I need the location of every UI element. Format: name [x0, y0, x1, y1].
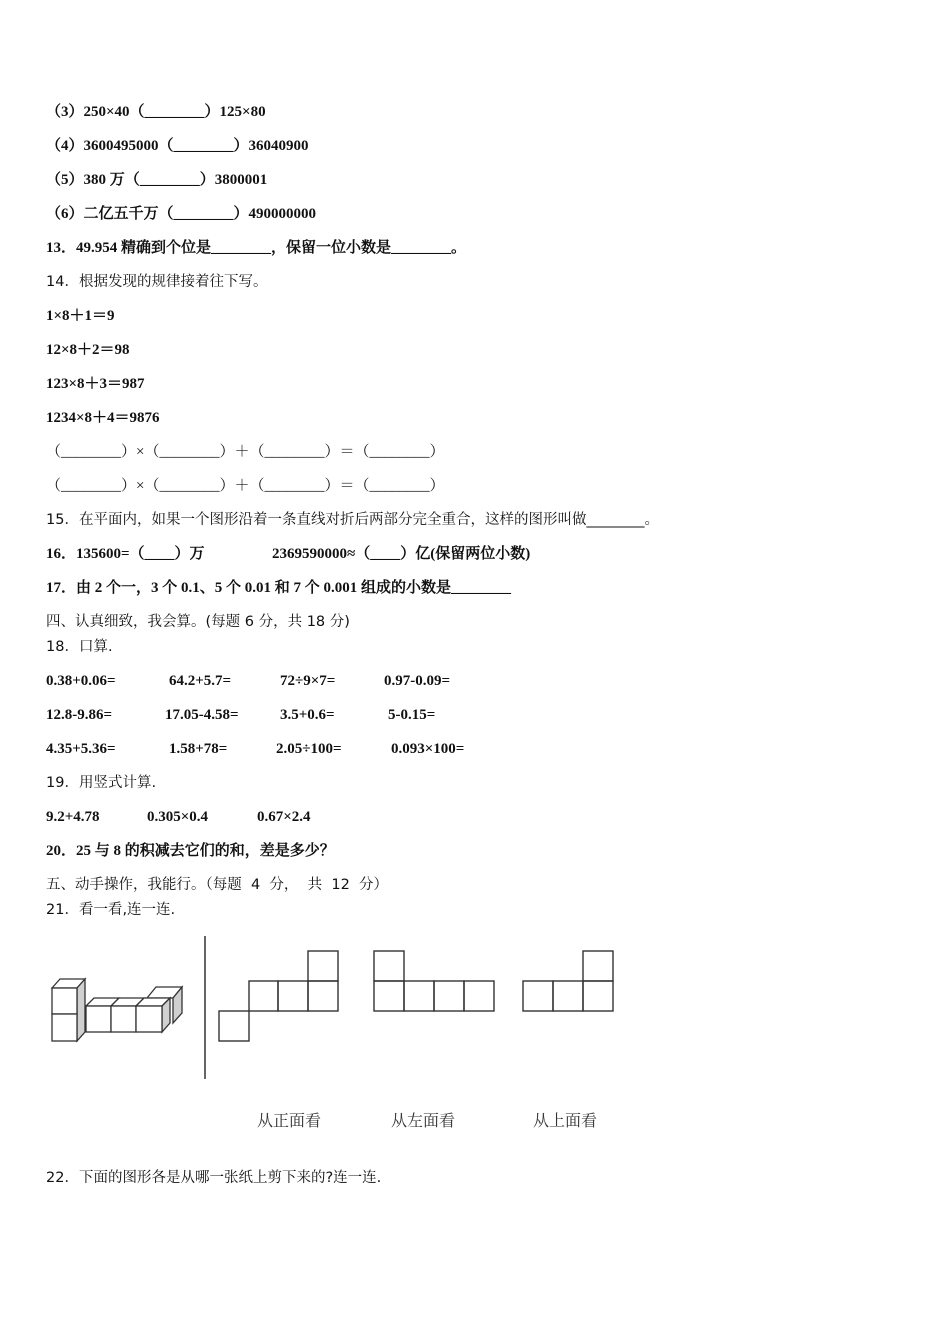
q18-item: 2.05÷100= [276, 741, 342, 757]
q18-item: 64.2+5.7= [169, 673, 232, 689]
q18-item: 0.97-0.09= [384, 673, 451, 689]
q18-item: 0.093×100= [391, 741, 465, 757]
q19-item: 9.2+4.78 [46, 809, 100, 825]
q15-text: 15．在平面内，如果一个图形沿着一条直线对折后两部分完全重合，这样的图形叫做________。 [46, 512, 659, 528]
cube-solid-3d [52, 979, 182, 1041]
q14-prompt: 14．根据发现的规律接着往下写。 [46, 274, 268, 290]
q17-text: 17．由 2 个一，3 个 0.1、5 个 0.01 和 7 个 0.001 组成的小数是________ [46, 580, 512, 596]
q12-item-4: （4）3600495000（________）36040900 [46, 138, 309, 154]
view-label-left[interactable]: 从左面看 [391, 1111, 456, 1130]
q14-blank-row-2[interactable]: （________）×（________）＋（________）＝（________） [46, 478, 445, 494]
q14-example-4: 1234×8＋4＝9876 [46, 410, 160, 426]
q18-item: 3.5+0.6= [280, 707, 335, 723]
q19-item: 0.67×2.4 [257, 809, 311, 825]
q19-prompt: 19．用竖式计算. [46, 775, 157, 791]
q12-item-6: （6）二亿五千万（________）490000000 [46, 206, 317, 222]
q18-item: 1.58+78= [169, 741, 228, 757]
q18-item: 0.38+0.06= [46, 673, 116, 689]
q14-example-1: 1×8＋1＝9 [46, 308, 115, 324]
q18-item: 4.35+5.36= [46, 741, 116, 757]
q18-item: 5-0.15= [388, 707, 436, 723]
section-5-title: 五、动手操作，我能行。（每题 4 分， 共 12 分） [46, 877, 389, 893]
q16-part1: 16．135600=（____）万 [46, 546, 205, 562]
q22-text: 22．下面的图形各是从哪一张纸上剪下来的?连一连. [46, 1170, 382, 1186]
q14-blank-row-1[interactable]: （________）×（________）＋（________）＝（________） [46, 444, 445, 460]
view-label-top[interactable]: 从上面看 [533, 1111, 598, 1130]
view-shape-2[interactable] [374, 951, 494, 1011]
view-shape-1[interactable] [219, 951, 338, 1041]
q18-item: 17.05-4.58= [165, 707, 239, 723]
section-4-title: 四、认真细致，我会算。(每题 6 分，共 18 分) [46, 614, 350, 630]
q16-part2: 2369590000≈（____）亿(保留两位小数) [272, 546, 531, 562]
q18-item: 72÷9×7= [280, 673, 336, 689]
q21-prompt: 21．看一看,连一连. [46, 902, 176, 918]
q14-example-3: 123×8＋3＝987 [46, 376, 145, 392]
view-shape-3[interactable] [523, 951, 613, 1011]
q19-item: 0.305×0.4 [147, 809, 209, 825]
q13-text: 13．49.954 精确到个位是________，保留一位小数是________。 [46, 240, 467, 256]
q18-item: 12.8-9.86= [46, 707, 113, 723]
q18-prompt: 18．口算. [46, 639, 113, 655]
view-label-front[interactable]: 从正面看 [257, 1111, 322, 1130]
q12-item-3: （3）250×40（________）125×80 [46, 104, 266, 120]
q12-item-5: （5）380 万（________）3800001 [46, 172, 268, 188]
q14-example-2: 12×8＋2＝98 [46, 342, 130, 358]
q20-text: 20．25 与 8 的积减去它们的和，差是多少？ [46, 843, 335, 859]
